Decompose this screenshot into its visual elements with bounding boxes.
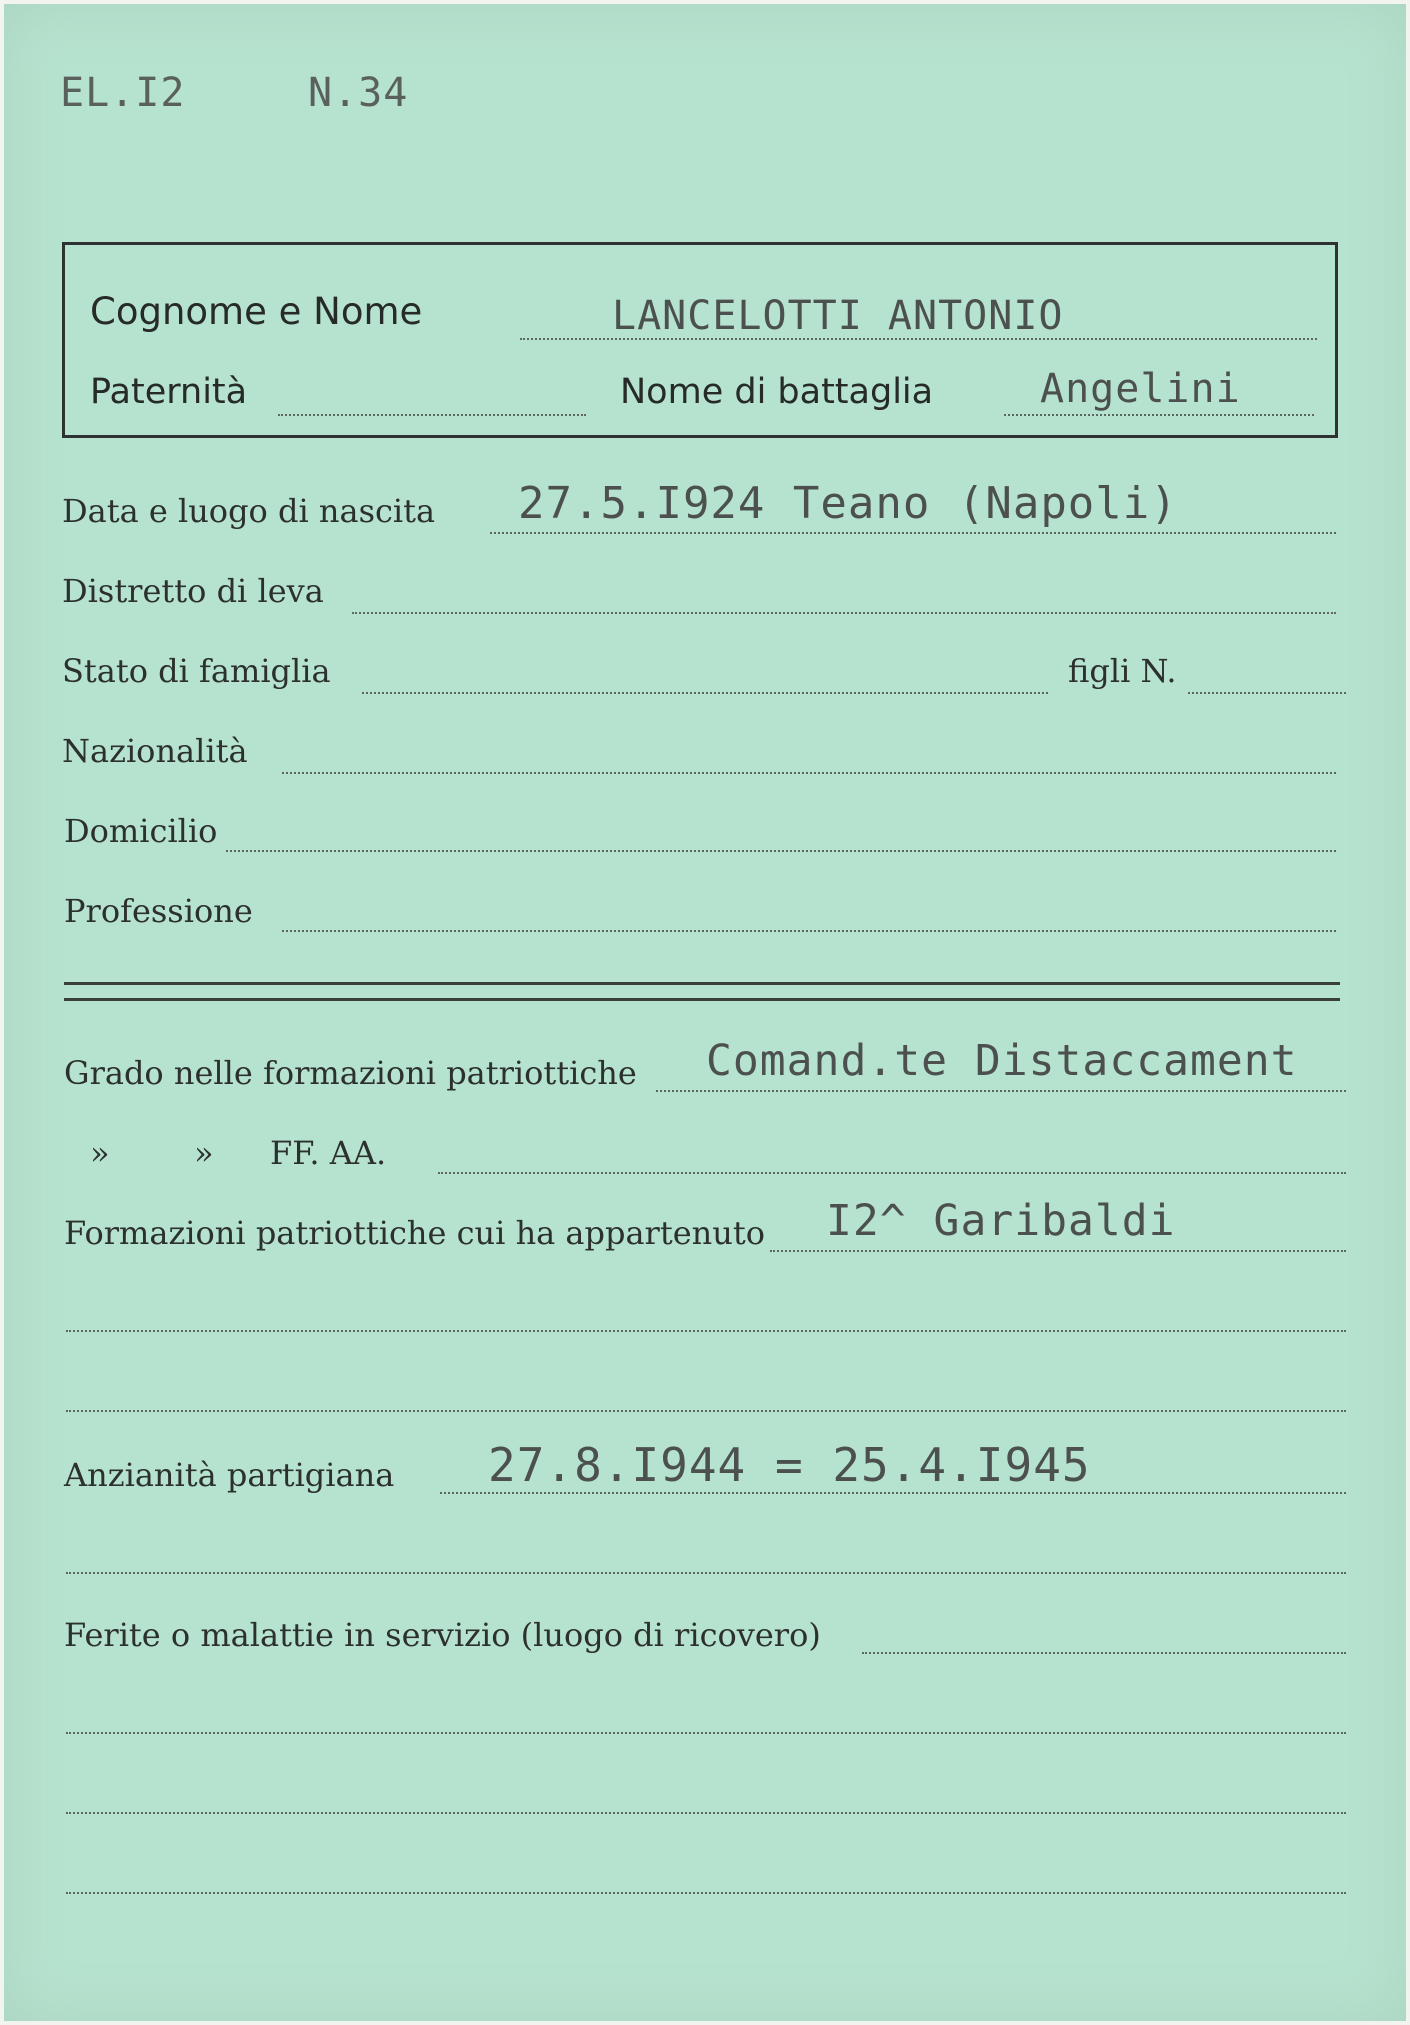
rank-label: Grado nelle formazioni patriottiche bbox=[64, 1054, 637, 1092]
formations-value: I2^ Garibaldi bbox=[826, 1196, 1176, 1246]
ffaa-label: FF. AA. bbox=[270, 1134, 387, 1172]
section-divider-bottom bbox=[64, 998, 1340, 1001]
profession-line bbox=[282, 930, 1336, 932]
seniority-value: 27.8.I944 = 25.4.I945 bbox=[488, 1438, 1091, 1492]
family-label: Stato di famiglia bbox=[62, 652, 331, 690]
family-line bbox=[362, 692, 1048, 694]
nationality-label: Nazionalità bbox=[62, 732, 248, 770]
battle-name-label: Nome di battaglia bbox=[620, 372, 934, 412]
rank-line bbox=[656, 1090, 1346, 1092]
ffaa-quote-1: » bbox=[90, 1134, 110, 1172]
district-line bbox=[352, 612, 1336, 614]
wounds-line bbox=[862, 1652, 1346, 1654]
surname-name-value: LANCELOTTI ANTONIO bbox=[612, 293, 1064, 339]
ffaa-line bbox=[438, 1172, 1346, 1174]
seniority-label: Anzianità partigiana bbox=[64, 1456, 395, 1494]
rank-value: Comand.te Distaccament bbox=[706, 1036, 1298, 1086]
seniority-line bbox=[440, 1492, 1346, 1494]
profession-label: Professione bbox=[64, 892, 253, 930]
paternity-line bbox=[278, 414, 586, 416]
children-label: figli N. bbox=[1068, 652, 1177, 690]
wounds-extra-line-2 bbox=[66, 1812, 1346, 1814]
domicile-line bbox=[226, 850, 1336, 852]
reference-el: EL.I2 bbox=[60, 70, 186, 116]
section-divider-top bbox=[64, 982, 1340, 985]
birth-value: 27.5.I924 Teano (Napoli) bbox=[518, 478, 1178, 529]
birth-label: Data e luogo di nascita bbox=[62, 492, 436, 530]
wounds-label: Ferite o malattie in servizio (luogo di ricovero) bbox=[64, 1616, 821, 1654]
surname-name-label: Cognome e Nome bbox=[90, 290, 423, 333]
seniority-extra-line bbox=[66, 1572, 1346, 1574]
formations-label: Formazioni patriottiche cui ha appartenuto bbox=[64, 1214, 765, 1252]
district-label: Distretto di leva bbox=[62, 572, 324, 610]
formations-line bbox=[770, 1250, 1346, 1252]
domicile-label: Domicilio bbox=[64, 812, 218, 850]
children-line bbox=[1188, 692, 1346, 694]
ffaa-quote-2: » bbox=[194, 1134, 214, 1172]
wounds-extra-line-3 bbox=[66, 1892, 1346, 1894]
wounds-extra-line-1 bbox=[66, 1732, 1346, 1734]
battle-name-value: Angelini bbox=[1040, 366, 1241, 412]
birth-line bbox=[490, 532, 1336, 534]
paternity-label: Paternità bbox=[90, 372, 248, 412]
nationality-line bbox=[282, 772, 1336, 774]
reference-number: N.34 bbox=[308, 70, 409, 116]
formations-extra-line-1 bbox=[66, 1330, 1346, 1332]
battle-name-line bbox=[1004, 414, 1314, 416]
formations-extra-line-2 bbox=[66, 1410, 1346, 1412]
